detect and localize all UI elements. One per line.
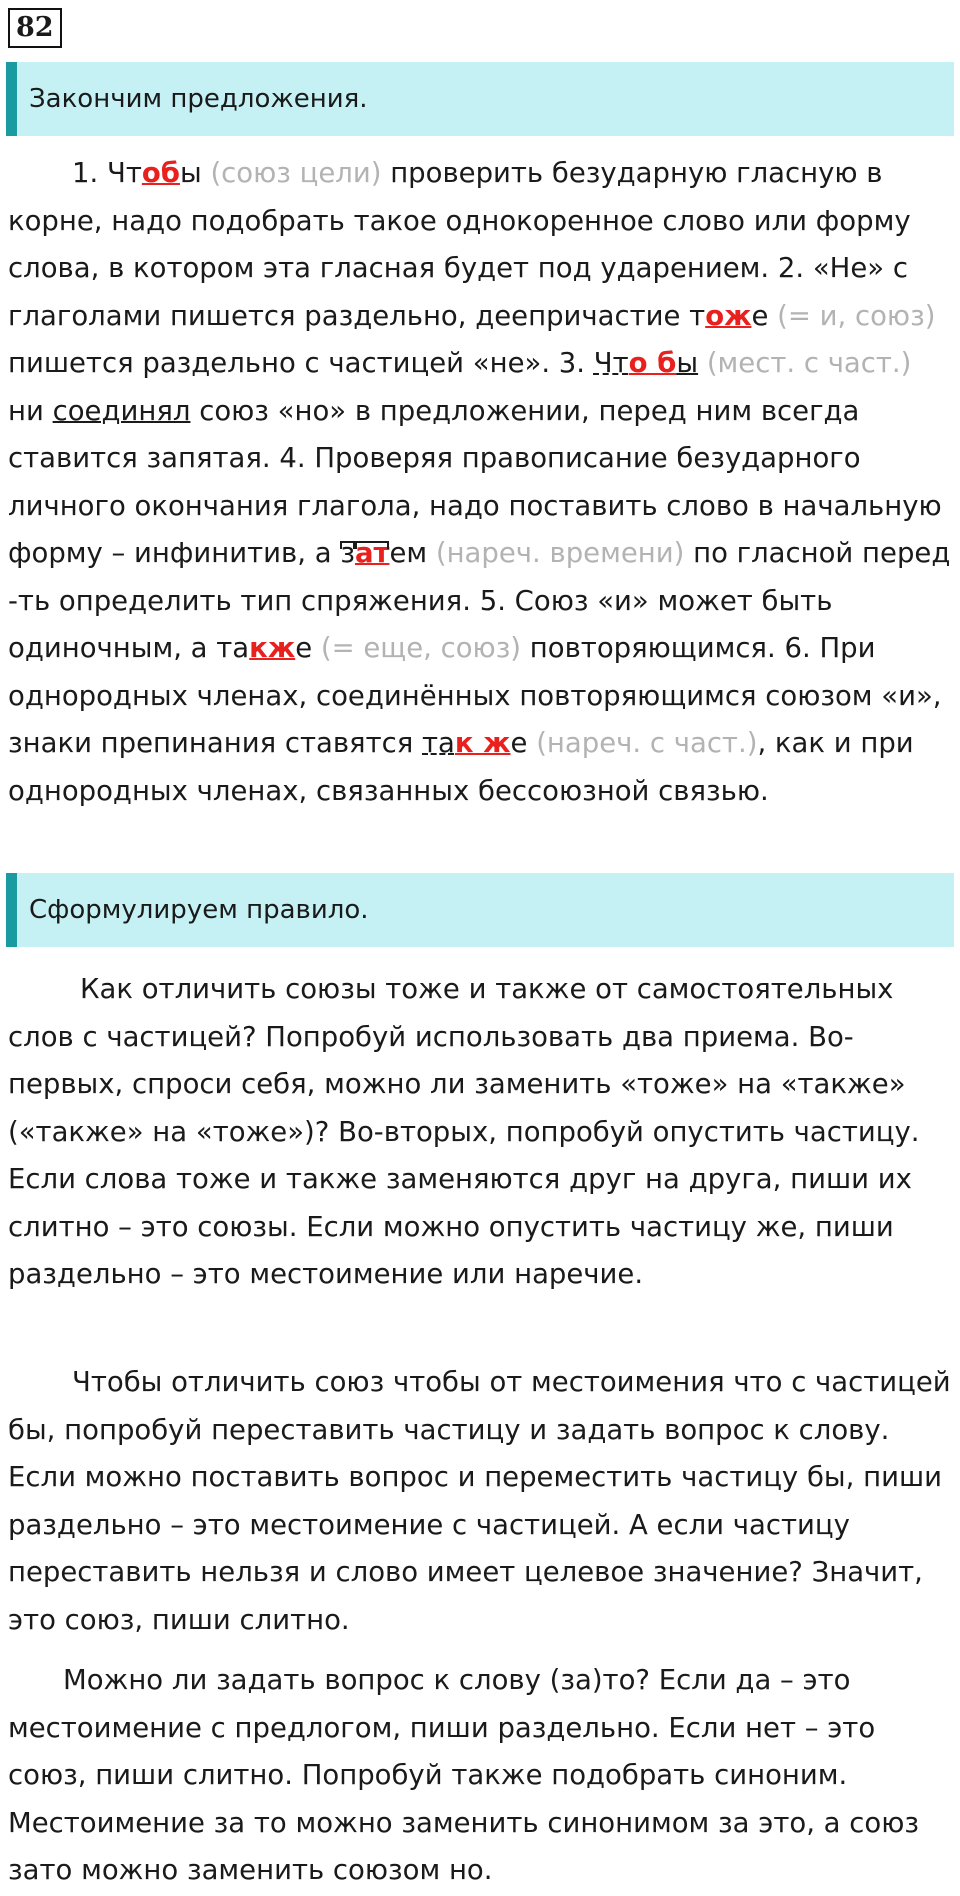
text-run: ем (389, 537, 436, 569)
heading-text: Закончим предложения. (29, 84, 368, 114)
text-run: Как отличить союзы (80, 973, 386, 1005)
rule-paragraph-tozhe-takzhe (8, 966, 954, 1299)
text-run: союз «но» в предложении, перед ним всегда ставится запятая. 4. Проверяя правописание безударного личного окончания глагола, надо поставить слово в начальную форму – инфинитив, а (8, 394, 942, 569)
exercise-number: 82 (8, 8, 62, 48)
text-run: и (250, 1163, 286, 1195)
grammar-note: (нареч. с част.) (536, 727, 758, 759)
text-run: Чтобы отличить союз (72, 1366, 393, 1398)
text-run: заменяются друг на друга, пиши их слитно – это союзы. Если можно опустить частицу (8, 1163, 912, 1243)
text-run: , а союз (806, 1806, 919, 1839)
text-run: ы (179, 157, 211, 189)
text-run: пишется раздельно с частицей «не». 3. (8, 347, 594, 379)
text-run: . (483, 1854, 493, 1886)
bold-term: бы (8, 1413, 47, 1446)
highlighted-spelling: ат (354, 537, 390, 569)
bold-term: но (448, 1854, 484, 1886)
bold-term: за это (718, 1806, 807, 1839)
rule-text-1 (8, 966, 954, 1299)
pronoun-underline: та (422, 727, 455, 759)
text-run: можно заменить союзом (72, 1854, 449, 1886)
rule-paragraph-chtoby (8, 1359, 954, 1644)
text-run (698, 347, 707, 379)
heading-text: Сформулируем правило. (29, 895, 369, 925)
bold-term: (за)то (549, 1664, 636, 1696)
text-run: 1. Чт (72, 157, 142, 189)
word-root: з (340, 537, 355, 569)
exercise-paragraph (8, 150, 954, 815)
text-run: е (751, 299, 778, 332)
bold-term: также (495, 973, 587, 1005)
rule-text-2 (8, 1359, 954, 1644)
text-run: , пиши раздельно – это местоимение с частицей. А если частицу переставить нельзя и слово имеет целевое значение? Значит, это союз, пиши слитно. (8, 1461, 942, 1636)
highlighted-spelling: кж (249, 632, 296, 664)
grammar-note: (= и, союз) (777, 299, 936, 332)
bold-term: чтобы (392, 1366, 481, 1398)
highlighted-spelling: к ж (454, 727, 511, 759)
text-run: Можно ли задать вопрос к слову (63, 1664, 550, 1696)
rule-text-3 (8, 1657, 954, 1895)
bold-term: зато (8, 1854, 73, 1886)
predicate-underline: соединял (52, 394, 191, 427)
text-run: от местоимения (480, 1366, 734, 1398)
bold-term: тоже (385, 973, 460, 1005)
text-run: проверить безударную гласную в корне, надо подобрать такое однокоренное слово или форму слова, в котором эта гласная будет под ударением. 2. «Не» с глаголами пишется раздельно, деепричастие т (8, 157, 911, 332)
grammar-note: (нареч. времени) (435, 537, 685, 569)
text-run: и (459, 973, 496, 1005)
text-run: ? Если да – это местоимение с предлогом, пиши раздельно. Если нет – это союз, пиши слитно. Попробуй также подобрать синоним. Местоимение (8, 1664, 876, 1839)
grammar-note: (= еще, союз) (320, 632, 522, 664)
text-run: по гласной перед -ть определить тип спряжения. 5. Союз «и» может быть одиночным, а та (8, 537, 951, 664)
highlighted-spelling: об (141, 157, 180, 189)
text-run: , попробуй переставить частицу и задать вопрос к слову. Если можно поставить вопрос и переместить частицу (8, 1413, 890, 1493)
text-run: е (295, 632, 321, 664)
text-run: повторяющимся. 6. При однородных членах, соединённых повторяющимся союзом «и», знаки препинания ставятся (8, 632, 942, 759)
highlighted-spelling: о б (628, 347, 677, 379)
highlighted-spelling: ож (705, 299, 752, 332)
text-run: можно заменить синонимом (286, 1806, 719, 1839)
bold-term: также (285, 1163, 378, 1195)
bold-term: же (755, 1210, 798, 1243)
text-run: , пиши раздельно – это местоимение или наречие. (8, 1210, 894, 1290)
rule-paragraph-zato (8, 1657, 954, 1895)
bold-term: бы (806, 1461, 846, 1493)
exercise-text (8, 150, 954, 815)
grammar-note: (союз цели) (210, 157, 382, 189)
grammar-note: (мест. с част.) (706, 347, 912, 379)
text-run: е (510, 727, 537, 759)
text-run: от самостоятельных слов с частицей? Попробуй использовать два приема. Во-первых, спроси себя, можно ли заменить «тоже» на «также» («также» на «тоже»)? Во-вторых, попробуй опустить частицу. Если слова (8, 973, 920, 1195)
text-run: ни (8, 394, 53, 427)
bold-term: что (733, 1366, 783, 1398)
section-heading-complete-sentences (6, 62, 954, 136)
text-run: с частицей (782, 1366, 951, 1398)
predicate-underline: ы (676, 347, 699, 379)
bold-term: тоже (176, 1163, 251, 1195)
text-run: , как и при однородных членах, связанных бессоюзной связью. (8, 727, 914, 807)
bold-term: за то (213, 1806, 287, 1839)
section-heading-formulate-rule (6, 873, 954, 947)
pronoun-underline: Чт (593, 347, 629, 379)
